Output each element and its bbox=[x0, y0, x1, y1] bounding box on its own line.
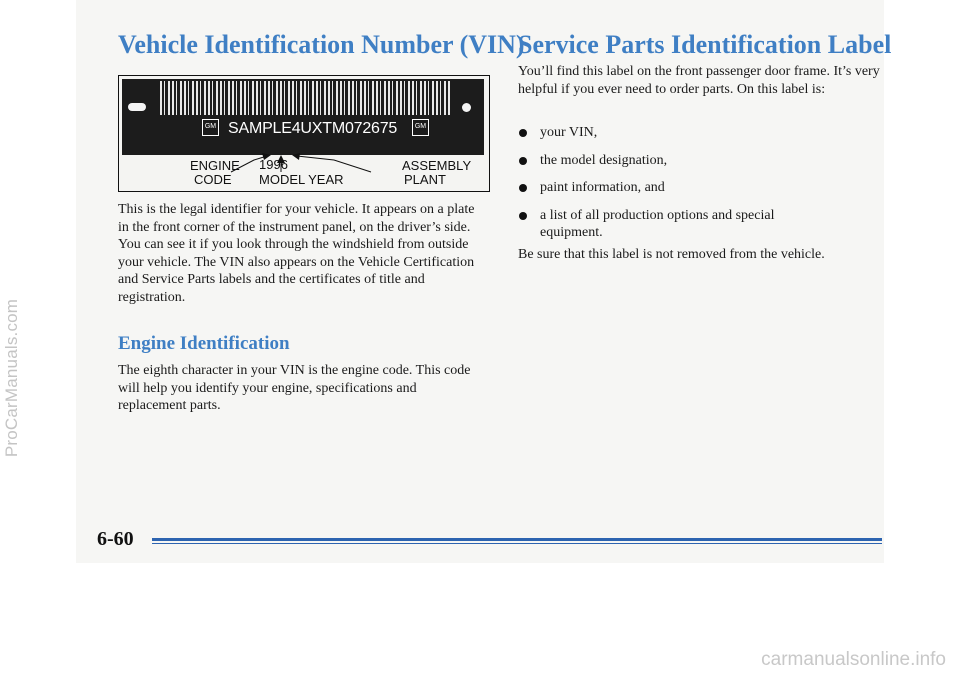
service-label-intro: You’ll find this label on the front passenger door frame. It’s very helpful if you ever need to order parts. On this label is: bbox=[518, 64, 880, 97]
list-item bbox=[518, 152, 880, 170]
side-watermark: ProCarManuals.com bbox=[2, 298, 21, 458]
vin-section-title: Vehicle Identification Number (VIN) bbox=[118, 30, 525, 59]
bottom-watermark: carmanualsonline.info bbox=[761, 649, 946, 670]
assembly-plant-pointer bbox=[297, 156, 371, 172]
list-item bbox=[518, 207, 840, 242]
list-item-text: the model designation, bbox=[540, 152, 668, 168]
assembly-label: ASSEMBLY bbox=[402, 158, 472, 173]
vin-description: This is the legal identifier for your vehicle. It appears on a plate in the front corner of the instrument panel, on the driver’s side. You can see it if you look through the windshield from outside your vehicle. The VIN also appears on the Vehicle Certification and Service Parts labels and the certificates of title and registration. bbox=[118, 202, 475, 305]
arrow-head-icon bbox=[292, 153, 300, 160]
page-number: 6-60 bbox=[97, 528, 134, 550]
vin-plate-diagram bbox=[118, 75, 490, 192]
footer-rule bbox=[152, 538, 882, 541]
footer-rule-thin bbox=[152, 543, 882, 544]
code-label: CODE bbox=[194, 172, 232, 187]
year-value-label: 1996 bbox=[259, 157, 288, 172]
list-item-text: a list of all production options and special equipment. bbox=[540, 207, 775, 240]
gm-logo-icon: GM bbox=[412, 119, 429, 136]
bullet-icon bbox=[519, 129, 527, 137]
list-item bbox=[518, 179, 880, 197]
engine-section-heading: Engine Identification bbox=[118, 333, 290, 354]
model-year-label: MODEL YEAR bbox=[259, 172, 344, 187]
list-item bbox=[518, 124, 880, 142]
gm-logo-icon: GM bbox=[202, 119, 219, 136]
bullet-icon bbox=[519, 157, 527, 165]
service-parts-title: Service Parts Identification Label bbox=[518, 30, 892, 59]
list-item-text: your VIN, bbox=[540, 125, 598, 140]
vin-number: SAMPLE4UXTM072675 bbox=[228, 120, 398, 137]
plant-label: PLANT bbox=[404, 172, 446, 187]
bullet-icon bbox=[519, 184, 527, 192]
service-label-closing: Be sure that this label is not removed from the vehicle. bbox=[518, 247, 825, 262]
engine-description: The eighth character in your VIN is the engine code. This code will help you identify your engine, specifications and replacement parts. bbox=[118, 363, 471, 413]
engine-label: ENGINE bbox=[190, 158, 240, 173]
bullet-icon bbox=[519, 212, 527, 220]
label-contents-list bbox=[518, 124, 880, 252]
list-item-text: paint information, and bbox=[540, 180, 665, 195]
